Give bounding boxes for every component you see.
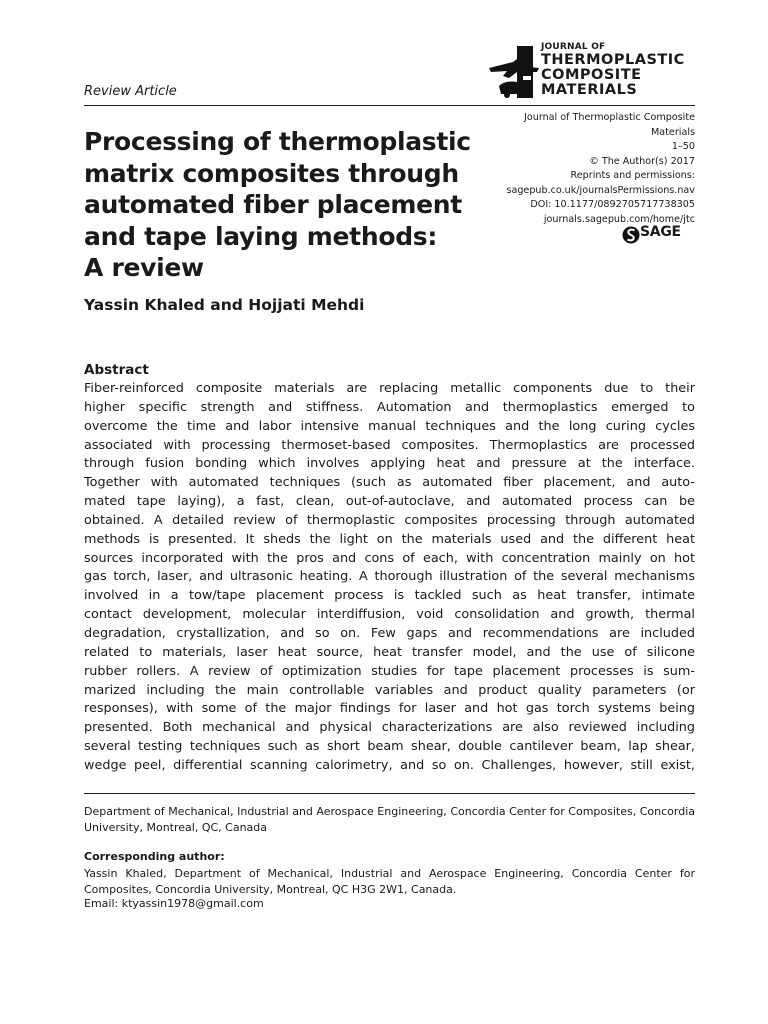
- airplane-car-logo-icon: [487, 42, 543, 102]
- abstract-line: involved in a tow/tape placement process is tackled such as heat transfer, intimate: [84, 588, 695, 604]
- abstract-line: gas torch, laser, and ultrasonic heating. A thorough illustration of the several mechanisms: [84, 569, 695, 585]
- article-type: Review Article: [84, 84, 177, 99]
- logo-line-1: THERMOPLASTIC: [541, 52, 685, 68]
- abstract-line: rubber rollers. A review of optimization studies for tape placement processes is sum-: [84, 663, 695, 679]
- abstract-line: presented. Both mechanical and physical characterizations are also reviewed including: [84, 720, 695, 736]
- title-line: and tape laying methods:: [84, 221, 438, 251]
- logo-line-2: COMPOSITE: [541, 67, 642, 83]
- authors: Yassin Khaled and Hojjati Mehdi: [84, 296, 365, 314]
- meta-journal-name-cont: Materials: [651, 126, 695, 138]
- abstract-line: mated tape laying), a fast, clean, out-of-autoclave, and automated process can be: [84, 494, 695, 510]
- abstract-line: higher specific strength and stiffness. Automation and thermoplastics emerged to: [84, 399, 695, 415]
- abstract-heading: Abstract: [84, 362, 149, 378]
- meta-journal-link[interactable]: journals.sagepub.com/home/jtc: [543, 213, 695, 225]
- abstract-line: marized including the main controllable variables and product quality parameters (or: [84, 682, 695, 698]
- title-line: A review: [84, 253, 204, 282]
- header-divider: [84, 105, 695, 106]
- abstract-line: Fiber-reinforced composite materials are replacing metallic components due to their: [84, 381, 695, 396]
- corresponding-author-heading: Corresponding author:: [84, 850, 225, 863]
- journal-meta: [500, 111, 695, 227]
- abstract-line: obtained. A detailed review of thermoplastic composites processing through automated: [84, 512, 695, 528]
- abstract-line: overcome the time and labor intensive manual techniques and the long curing cycles: [84, 418, 695, 434]
- meta-copyright: © The Author(s) 2017: [589, 155, 695, 167]
- footnote-divider: [84, 793, 695, 794]
- abstract-line: contact development, molecular interdiffusion, void consolidation and growth, thermal: [84, 607, 695, 623]
- abstract-line: associated with processing thermoset-based composites. Thermoplastics are processed: [84, 437, 695, 453]
- abstract-line: wedge peel, differential scanning calorimetry, and so on. Challenges, however, still exist,: [84, 757, 695, 773]
- abstract-line: responses), with some of the major findings for laser and hot gas torch systems being: [84, 701, 695, 717]
- abstract-line: through fusion bonding which involves applying heat and pressure at the interface.: [84, 456, 695, 472]
- meta-reprints: Reprints and permissions:: [570, 170, 695, 181]
- corresponding-email[interactable]: Email: ktyassin1978@gmail.com: [84, 897, 264, 910]
- paper-title: [84, 126, 494, 284]
- abstract-line: sources incorporated with the pros and cons of each, with concentration mainly on hot: [84, 550, 695, 566]
- abstract-line: several testing techniques such as short beam shear, double cantilever beam, lap shear,: [84, 739, 695, 755]
- abstract-line: degradation, crystallization, and so on. Few gaps and recommendations are included: [84, 625, 695, 641]
- abstract-line: methods is presented. It sheds the light on the materials used and the different heat: [84, 531, 695, 547]
- title-line: matrix composites through: [84, 158, 459, 188]
- abstract-line: related to materials, laser heat source, heat transfer model, and the use of silicone: [84, 644, 695, 660]
- abstract-body: [84, 380, 695, 776]
- affiliation: Department of Mechanical, Industrial and Aerospace Engineering, Concordia Center for Composites, Concordia University, Montreal, QC, Canada: [84, 805, 695, 834]
- corresponding-author-details: Yassin Khaled, Department of Mechanical, Industrial and Aerospace Engineering, Concordia Center for Composites, Concordia University, Montreal, QC H3G 2W1, Canada.: [84, 867, 695, 896]
- meta-journal-name: Journal of Thermoplastic Composite: [524, 112, 695, 123]
- sage-logo-text: SAGE: [640, 224, 681, 240]
- abstract-line: Together with automated techniques (such as automated fiber placement, and auto-: [84, 475, 695, 491]
- meta-doi[interactable]: DOI: 10.1177/0892705717738305: [530, 199, 695, 210]
- meta-pages: 1–50: [671, 141, 695, 152]
- title-line: automated fiber placement: [84, 190, 462, 219]
- title-line: Processing of thermoplastic: [84, 127, 471, 156]
- logo-journal-of: JOURNAL OF: [541, 42, 606, 52]
- meta-reprints-link[interactable]: sagepub.co.uk/journalsPermissions.nav: [506, 184, 695, 196]
- logo-line-3: MATERIALS: [541, 82, 638, 98]
